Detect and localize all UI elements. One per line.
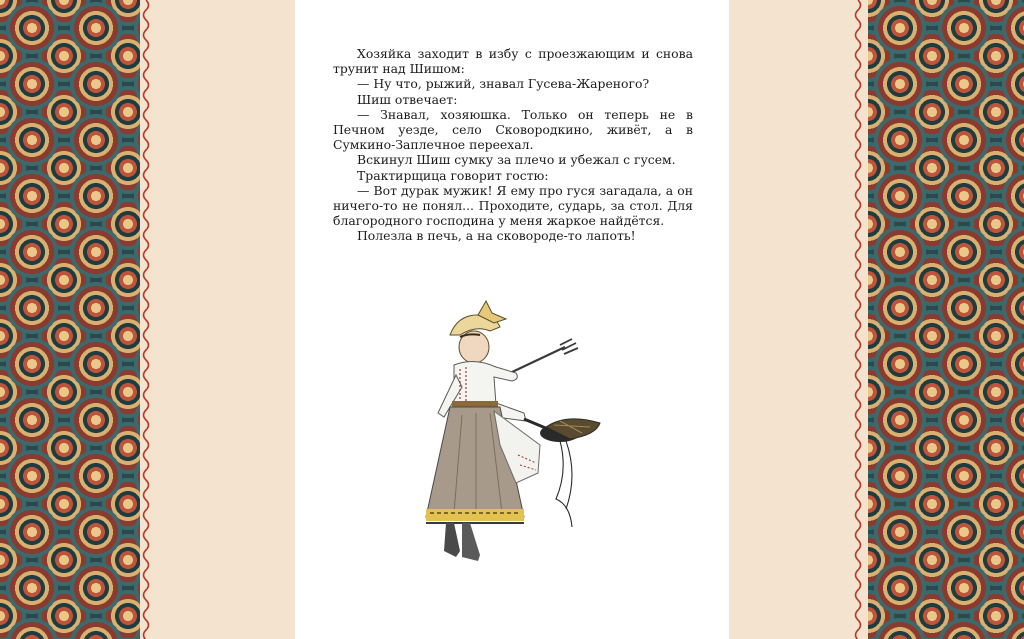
paragraph: Трактирщица говорит гостю: — [357, 167, 549, 183]
story-text — [333, 46, 693, 244]
ornamental-border-right — [868, 0, 1024, 639]
paragraph: Вскинул Шиш сумку за плечо и убежал с гусем. — [357, 152, 676, 168]
paragraph: Полезла в печь, а на сковороде-то лапоть! — [357, 228, 636, 244]
wavy-line-left — [140, 0, 152, 639]
paragraph: — Вот дурак мужик! Я ему про гуся загадала, а он ничего-то не понял... Проходите, сударь, за стол. Для благородного господина у меня жаркое найдётся. — [333, 182, 693, 229]
paragraph: — Знавал, хозяюшка. Только он теперь не в Печном уезде, село Сковородкино, живёт, а в Сумкино-Заплечное переехал. — [333, 106, 693, 153]
book-page — [295, 0, 729, 639]
innkeeper-illustration — [420, 295, 615, 570]
paragraph: — Ну что, рыжий, знавал Гусева-Жареного? — [357, 76, 650, 92]
wavy-path-right — [856, 0, 861, 639]
wavy-line-right — [852, 0, 864, 639]
paragraph: Шиш отвечает: — [357, 91, 458, 107]
ornamental-border-left — [0, 0, 140, 639]
wavy-path-left — [144, 0, 149, 639]
paragraph: Хозяйка заходит в избу с проезжающим и снова трунит над Шишом: — [333, 46, 693, 77]
